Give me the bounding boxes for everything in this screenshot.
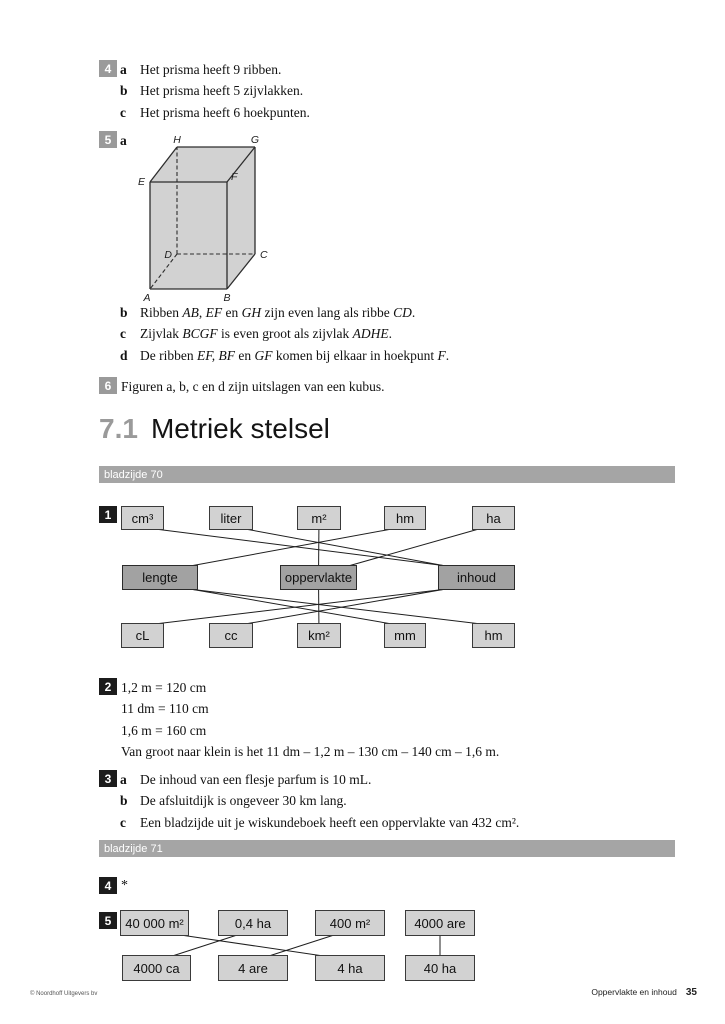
unit-box-cc: cc: [209, 623, 253, 648]
answer-line: [121, 741, 679, 762]
unit-matching-diagram-1: [121, 506, 516, 648]
section-heading: [99, 413, 330, 445]
exercise-5-badge: 5: [99, 131, 117, 148]
unit-box-40000m2: 40 000 m²: [120, 910, 189, 936]
prism-silhouette: [150, 147, 255, 289]
answer-line: [120, 80, 679, 101]
answer-text: Ribben AB, EF en GH zijn even lang als ribbe CD.: [140, 305, 416, 320]
metriek-exercise-4-badge: 4: [99, 877, 117, 894]
unit-box-400m2: 400 m²: [315, 910, 385, 936]
answer-text: Zijvlak BCGF is even groot als zijvlak ADHE.: [140, 326, 392, 342]
answer-text: Het prisma heeft 9 ribben.: [140, 62, 282, 77]
answer-letter: d: [120, 347, 128, 363]
pagebar-label: bladzijde 71: [104, 842, 163, 855]
metriek-exercise-3-answers: [120, 769, 679, 833]
metriek-exercise-3-block: [99, 769, 679, 833]
publisher-copyright: © Noordhoff Uitgevers bv: [30, 991, 98, 997]
exercise-4-answers: [120, 59, 679, 123]
unit-box-m2: m²: [297, 506, 341, 530]
answer-letter: c: [120, 326, 126, 342]
answer-line: [121, 698, 679, 719]
answer-letter: b: [120, 305, 128, 320]
answer-line: [120, 323, 679, 344]
answer-line: [121, 720, 679, 741]
category-box-lengte: lengte: [122, 565, 198, 590]
answer-line: [121, 677, 679, 698]
exercise-4-block: [99, 59, 679, 123]
answer-text: De afsluitdijk is ongeveer 30 km lang.: [140, 793, 347, 809]
page-number: 35: [685, 987, 697, 998]
vertex-label-G: G: [250, 134, 260, 146]
section-title: Metriek stelsel: [150, 413, 330, 444]
exercise-6-block: [99, 376, 679, 397]
category-box-oppervlakte: oppervlakte: [280, 565, 357, 590]
answer-text: Het prisma heeft 5 zijvlakken.: [140, 83, 304, 99]
answer-letter: a: [120, 62, 127, 77]
answer-text: 1,2 m = 120 cm: [121, 680, 207, 695]
metriek-exercise-1-badge: 1: [99, 506, 117, 523]
prism-figure: [136, 132, 276, 302]
metriek-exercise-5-badge: 5: [99, 912, 117, 929]
vertex-label-C: C: [260, 249, 268, 261]
answer-line: [120, 769, 679, 790]
answer-letter: b: [120, 793, 128, 809]
answer-text: De inhoud van een flesje parfum is 10 mL.: [140, 772, 372, 787]
unit-box-cl: cL: [121, 623, 164, 648]
vertex-label-A: A: [143, 292, 151, 302]
pagebar-label: bladzijde 70: [104, 468, 163, 481]
answer-line: [121, 376, 679, 397]
exercise-5-answers-block: [99, 302, 679, 366]
vertex-label-B: B: [223, 292, 231, 302]
vertex-label-H: H: [173, 134, 181, 146]
unit-box-4ha: 4 ha: [315, 955, 385, 981]
exercise-6-badge: 6: [99, 377, 117, 394]
answer-letter: c: [120, 814, 126, 830]
vertex-label-E: E: [137, 176, 145, 188]
unit-box-40ha: 40 ha: [405, 955, 475, 981]
answer-line: [120, 345, 679, 366]
answer-letter: a: [120, 133, 127, 148]
answer-text: 11 dm = 110 cm: [121, 701, 209, 717]
answer-text: Figuren a, b, c en d zijn uitslagen van een kubus.: [121, 379, 385, 394]
answer-text: De ribben EF, BF en GF komen bij elkaar in hoekpunt F.: [140, 347, 450, 363]
unit-box-mm: mm: [384, 623, 426, 648]
vertex-label-D: D: [164, 249, 172, 261]
metriek-exercise-2-badge: 2: [99, 678, 117, 695]
answer-letter: b: [120, 83, 128, 99]
unit-box-cm3: cm³: [121, 506, 164, 530]
unit-box-4000are: 4000 are: [405, 910, 475, 936]
exercise-4-badge: 4: [99, 60, 117, 77]
exercise-6-answer: [121, 376, 679, 397]
answer-line: [120, 790, 679, 811]
unit-box-hm-bottom: hm: [472, 623, 515, 648]
pagebar-bladzijde-70: [99, 466, 675, 483]
exercise-5-answers: [120, 302, 679, 366]
metriek-exercise-4-block: [99, 876, 679, 895]
unit-box-4000ca: 4000 ca: [122, 955, 191, 981]
answer-letter: c: [120, 104, 126, 120]
answer-text: Het prisma heeft 6 hoekpunten.: [140, 104, 310, 120]
star-marker: *: [121, 878, 128, 893]
answer-letter: a: [120, 772, 127, 787]
unit-box-ha: ha: [472, 506, 515, 530]
metriek-exercise-2-answers: [121, 677, 679, 763]
answer-text: Van groot naar klein is het 11 dm – 1,2 m – 130 cm – 140 cm – 1,6 m.: [121, 744, 500, 760]
answer-line: [120, 102, 679, 123]
answer-text: 1,6 m = 160 cm: [121, 722, 207, 738]
metriek-exercise-3-badge: 3: [99, 770, 117, 787]
unit-box-liter: liter: [209, 506, 253, 530]
chapter-title: Oppervlakte en inhoud: [591, 987, 677, 997]
metriek-exercise-2-block: [99, 677, 679, 763]
vertex-label-F: F: [231, 171, 238, 183]
answer-line: [120, 302, 679, 323]
answer-line: [121, 876, 679, 895]
pagebar-bladzijde-71: [99, 840, 675, 857]
answer-text: Een bladzijde uit je wiskundeboek heeft een oppervlakte van 432 cm².: [140, 814, 520, 830]
unit-box-km2: km²: [297, 623, 341, 648]
unit-box-4are: 4 are: [218, 955, 288, 981]
section-number: 7.1: [99, 413, 138, 444]
category-box-inhoud: inhoud: [438, 565, 515, 590]
unit-box-hm-top: hm: [384, 506, 426, 530]
unit-matching-diagram-2: [120, 910, 476, 981]
unit-box-04ha: 0,4 ha: [218, 910, 288, 936]
answer-line: [120, 59, 679, 80]
footer-right: [591, 987, 697, 998]
answer-line: [120, 812, 679, 833]
